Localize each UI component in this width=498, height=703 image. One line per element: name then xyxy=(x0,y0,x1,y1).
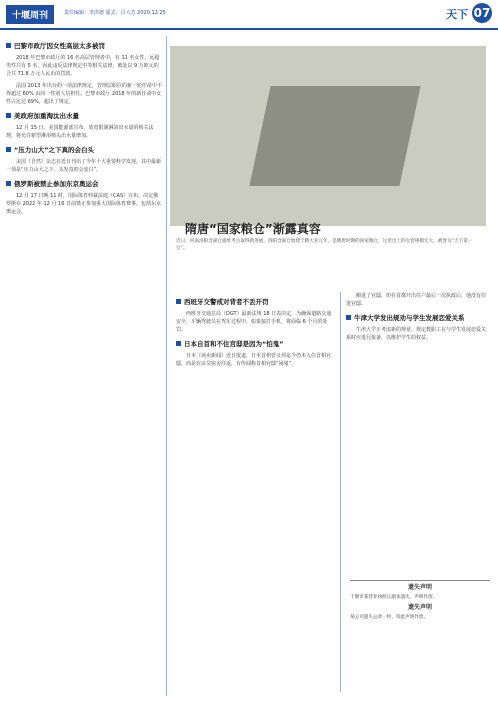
notice-text: 十堰市某营业执照正副本遗失，声明作废。 xyxy=(350,595,438,600)
section-title: 天下 xyxy=(446,8,468,21)
left-column xyxy=(6,36,162,220)
bullet-icon xyxy=(346,315,351,320)
bullet-icon xyxy=(176,299,181,304)
bullet-icon xyxy=(6,43,11,48)
notice-title: 遗失声明 xyxy=(407,604,432,611)
article-text: 日本《读卖新闻》近日报道，日本首相菅义伟迄今仍未入住首相官邸，而是在议员宿舍往返，有传闻称首相官邸“闹鬼”。 xyxy=(176,353,332,367)
header-rule xyxy=(0,28,498,30)
article-text: 法国 2013 年出台的一项法律规定，管理层职位的新一轮任命中不得超过 60% 由同一性别人员担任。巴黎市政厅 2018 年的新任命中女性占比达 69%，超出了规定。 xyxy=(6,83,162,105)
column-divider xyxy=(166,36,167,696)
bullet-icon xyxy=(176,341,181,346)
article-text: 12 月 15 日，美国能源部宣布，放宽限制淋浴出水量的相关法规，将允许新型淋浴喷头出水量增加。 xyxy=(6,125,154,139)
page-header xyxy=(0,0,498,28)
notice-title: 遗失声明 xyxy=(407,584,432,591)
article-text: 牛津大学正考虑新的规章，规定教职工在与学生发展恋爱关系时应进行报备，以维护学生的权益。 xyxy=(346,327,487,341)
bullet-icon xyxy=(6,181,11,186)
article-text: 12 月 17 日晚 11 时，国际体育仲裁法庭（CAS）宣布，决定俄罗斯在 2022 年 12 月 16 日前禁止参加重大国际体育赛事，包括东京奥运会。 xyxy=(6,193,161,215)
news-photo xyxy=(170,46,486,226)
bullet-icon xyxy=(6,113,11,118)
bullet-icon xyxy=(6,147,11,152)
article-title: 巴黎市政厅因女性高层太多被罚 xyxy=(6,42,162,50)
article-title: 俄罗斯被禁止参加东京奥运会 xyxy=(6,180,162,188)
middle-column xyxy=(176,292,332,372)
notice-text: 某公司遗失公章一枚，特此声明作废。 xyxy=(350,615,429,620)
page-number: 07 xyxy=(472,3,492,23)
article-title: 美政府加重淘汰出水量 xyxy=(6,112,162,120)
photo-caption: 隋唐“国家粮仓”渐露真容 xyxy=(185,222,321,236)
article-text: 2018 年巴黎市政厅的 16 名高层管理者中，有 11 名女性，远超男性只有 5 名，因此违反法律规定中等相关法律，被处以 9 万欧元的合共 71.8 万元人民币的罚款。 xyxy=(6,55,160,77)
article-title: 日本自首和不住宫邸是因为“怕鬼” xyxy=(176,340,332,348)
right-column xyxy=(346,292,490,346)
column-divider xyxy=(340,292,341,692)
masthead-logo: 十堰周刊 xyxy=(6,5,54,24)
granary-pit xyxy=(249,86,420,186)
article-text: 西班牙交通总局（DGT）最新法规 18 日表决定，为确保道路交通安全，车辆驾驶员在驾车过程中，如果接打手机，将面临 6 个月的处罚。 xyxy=(176,311,332,333)
photo-caption-text: 近日，河南洛阳含嘉仓遗址考古取得新进展。洛阳含嘉仓始建于隋大业元年，是隋唐时期的国家粮仓，这里出土的仓窖规模宏大，被誉为“天下第一仓”。 xyxy=(176,239,473,251)
article-title: “压力山大”之下真的会白头 xyxy=(6,146,162,154)
editor-meta: 责任编辑：李洪德 版式：吕大芳 2020.12.25 xyxy=(64,10,166,16)
article-title: 牛津大学发出规劝与学生发展恋爱关系 xyxy=(346,314,490,322)
article-text: 美国《自然》杂志在近日刊出了今年十大重要科学发现，其中最新一项是“压力山大之下，头发真的会变白”。 xyxy=(6,159,162,173)
article-text: 搬进了官邸，但在首都开出住户最后一次执政后，他没有住进官邸。 xyxy=(346,293,487,307)
article-title: 西班牙交警戒对背者不丢开罚 xyxy=(176,298,332,306)
lost-notices xyxy=(350,580,490,621)
